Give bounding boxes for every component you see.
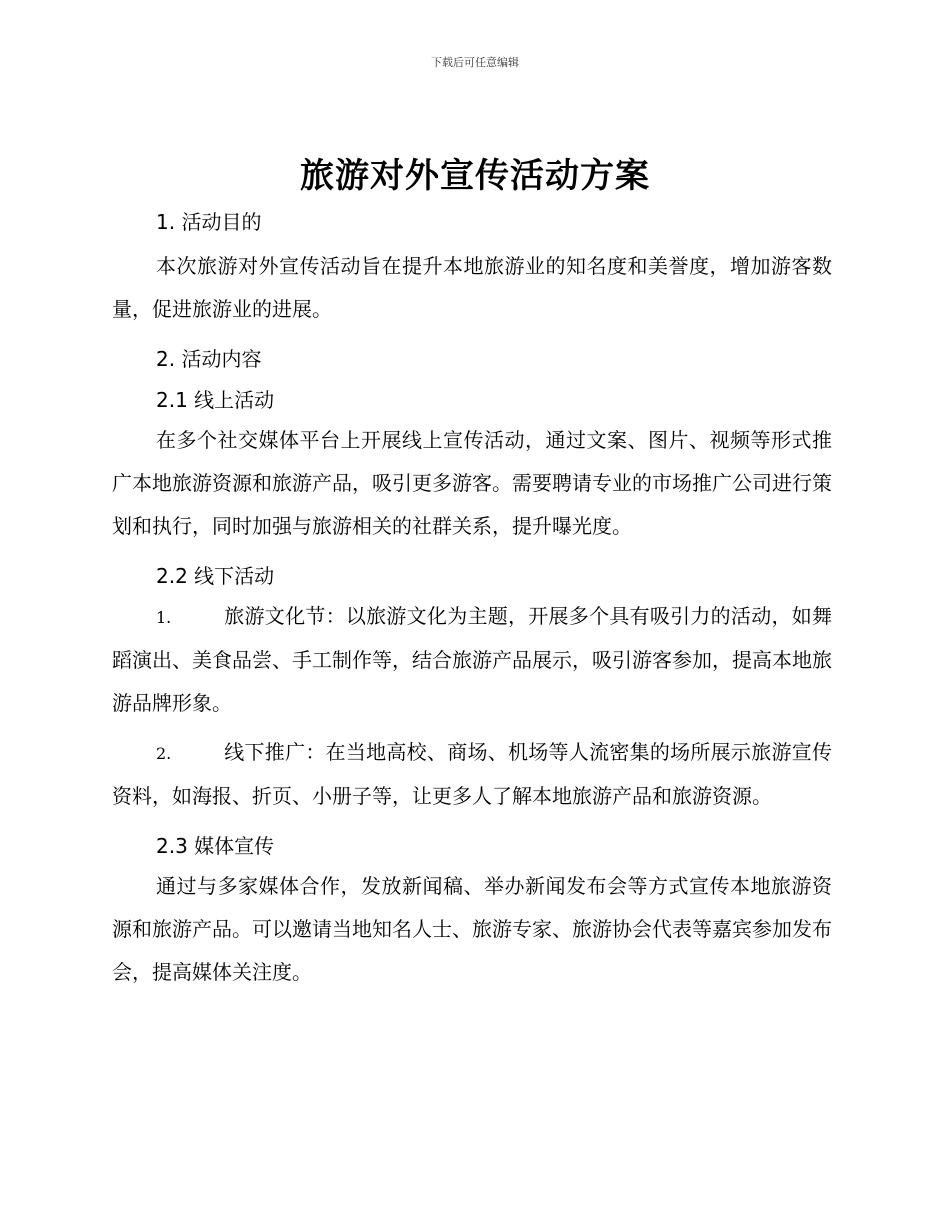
list-item-number: 2. — [156, 744, 172, 763]
header-note: 下载后可任意编辑 — [431, 56, 519, 69]
section-heading-media: 2.3 媒体宣传 — [156, 834, 275, 858]
document-title: 旅游对外宣传活动方案 — [300, 156, 650, 196]
list-item-number: 1. — [156, 608, 172, 627]
list-item — [112, 731, 832, 818]
section-heading-offline: 2.2 线下活动 — [156, 564, 275, 588]
list-item — [112, 595, 832, 725]
section-heading-purpose: 1. 活动目的 — [156, 210, 262, 234]
list-item-text: 旅游文化节：以旅游文化为主题，开展多个具有吸引力的活动，如舞蹈演出、美食品尝、手工制作等，结合旅游产品展示，吸引游客参加，提高本地旅游品牌形象。 — [112, 604, 832, 715]
paragraph-purpose: 本次旅游对外宣传活动旨在提升本地旅游业的知名度和美誉度，增加游客数量，促进旅游业的进展。 — [112, 254, 832, 321]
section-heading-content: 2. 活动内容 — [156, 347, 262, 371]
list-item-text: 线下推广：在当地高校、商场、机场等人流密集的场所展示旅游宣传资料，如海报、折页、小册子等，让更多人了解本地旅游产品和旅游资源。 — [112, 740, 832, 808]
section-heading-online: 2.1 线上活动 — [156, 388, 275, 412]
document-body — [112, 196, 832, 994]
paragraph-online: 在多个社交媒体平台上开展线上宣传活动，通过文案、图片、视频等形式推广本地旅游资源和旅游产品，吸引更多游客。需要聘请专业的市场推广公司进行策划和执行，同时加强与旅游相关的社群关系，提升曝光度。 — [112, 428, 832, 538]
paragraph-media: 通过与多家媒体合作，发放新闻稿、举办新闻发布会等方式宣传本地旅游资源和旅游产品。可以邀请当地知名人士、旅游专家、旅游协会代表等嘉宾参加发布会，提高媒体关注度。 — [112, 874, 832, 984]
